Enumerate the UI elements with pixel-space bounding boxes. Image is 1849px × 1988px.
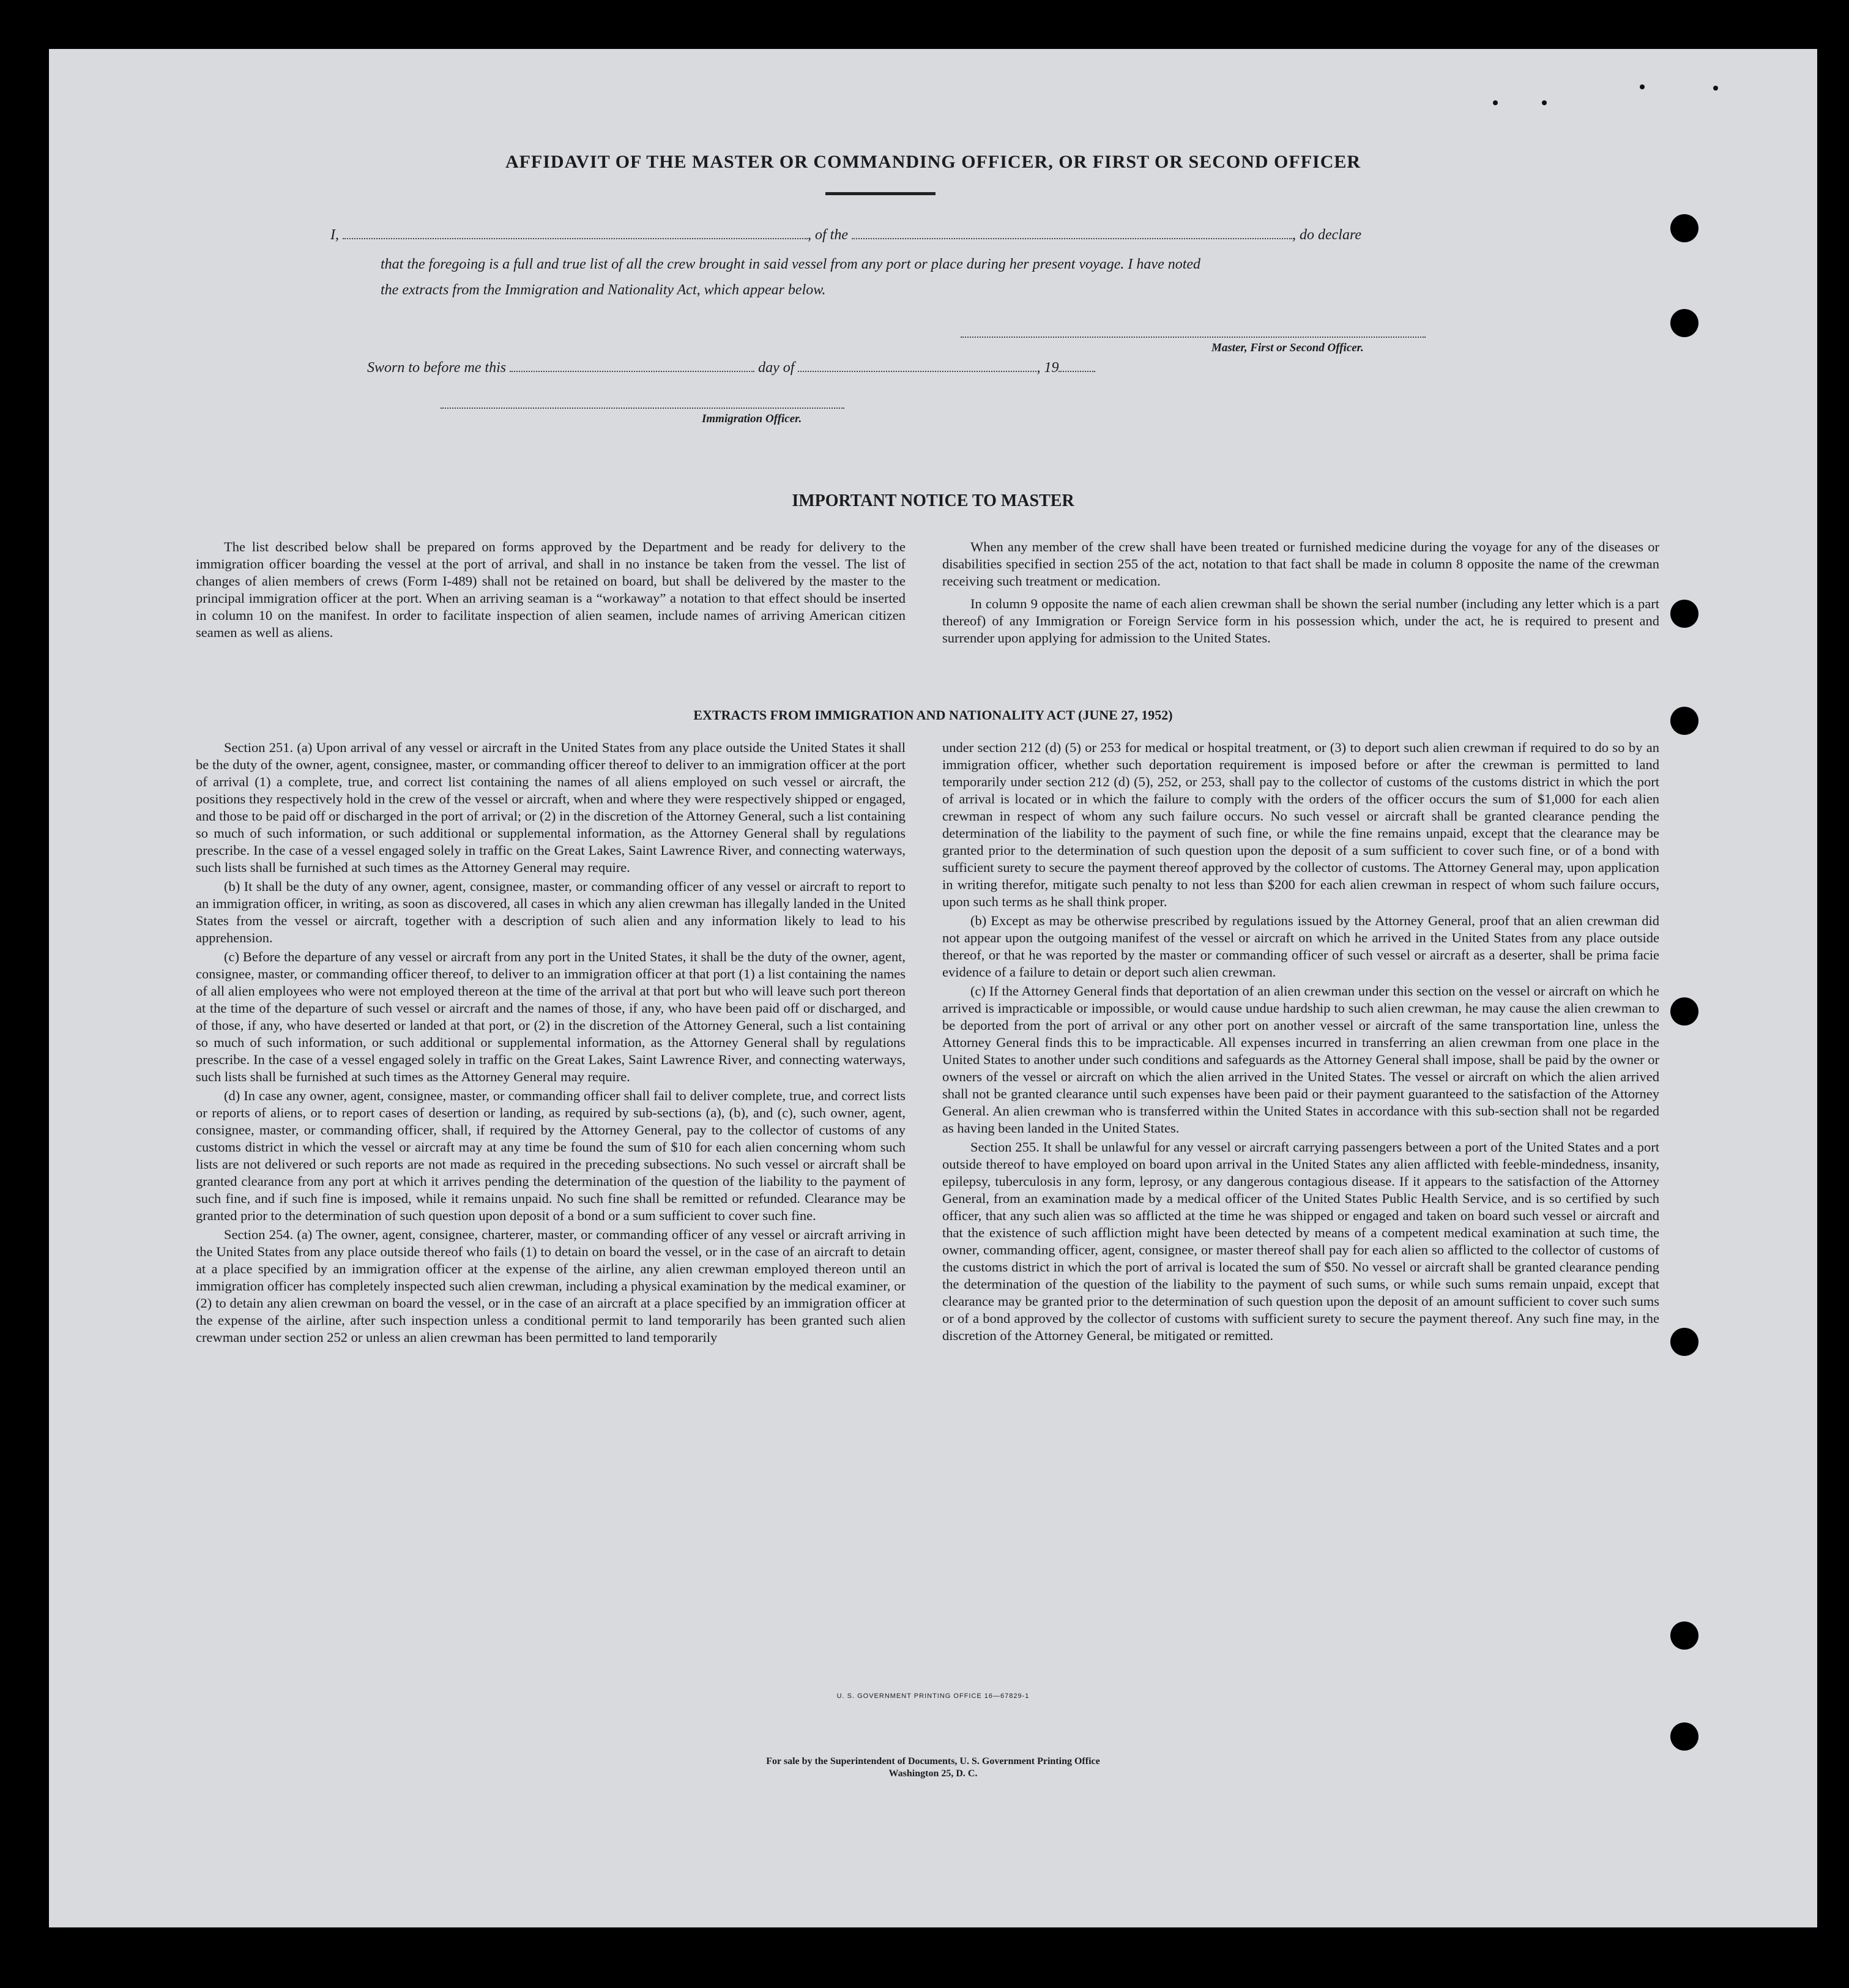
- notice-paragraph: The list described below shall be prepared on forms approved by the Department and be ready for delivery to the immigration officer boarding the vessel at the port of arrival, and shall in no instance be taken from the vessel. The list of changes of alien members of crews (Form I-489) shall not be retained on board, but shall be delivered by the master to the principal immigration officer at the port. When an arriving seaman is a “workaway” a notation to that effect should be inserted in column 10 on the manifest. In order to facilitate inspection of alien seamen, include names of arriving American citizen seamen as well as aliens.: [196, 539, 906, 640]
- section-paragraph: (d) In case any owner, agent, consignee, master, or commanding officer shall fail to deliver complete, true, and correct lists or reports of aliens, or to report cases of desertion or landing, as required by sub-sections (a), (b), and (c), such owner, agent, consignee, master, or commanding officer, shall, if required by the Attorney General, pay to the collector of customs of any customs district in which the vessel or aircraft may at any time be found the sum of $10 for each alien concerning whom such lists are not delivered or such reports are not made as required in the preceding subsections. No such vessel or aircraft shall be granted clearance from any port at which it arrives pending the determination of the question of the liability to the payment of such fine, and if such fine is imposed, while it remains unpaid. No such fine shall be remitted or refunded. Clearance may be granted prior to the determination of such question upon deposit of a bond or a sum sufficient to cover such fine.: [196, 1088, 906, 1223]
- i-label: I,: [330, 227, 339, 243]
- punch-hole-7: [1670, 1621, 1698, 1650]
- title-rule: [825, 192, 936, 195]
- extracts-right-column: [942, 739, 1659, 1346]
- document-page: [49, 49, 1817, 1927]
- affidavit-title: AFFIDAVIT OF THE MASTER OR COMMANDING OFFICER, OR FIRST OR SECOND OFFICER: [505, 152, 1361, 172]
- name-blank: [343, 228, 808, 239]
- declaration-line-3: the extracts from the Immigration and Nationality Act, which appear below.: [381, 282, 826, 298]
- punch-hole-3: [1670, 600, 1698, 628]
- officer-signature-line: [441, 408, 844, 409]
- year-label: , 19: [1036, 360, 1059, 376]
- notice-paragraph: When any member of the crew shall have been treated or furnished medicine during the voyage for any of the diseases or disabilities specified in section 255 of the act, notation to that fact shall be made in column 8 opposite the name of the crewman receiving such treatment or medication.: [942, 539, 1659, 589]
- section-paragraph: (b) It shall be the duty of any owner, agent, consignee, master, or commanding officer of any vessel or aircraft to report to an immigration officer, in writing, as soon as discovered, all cases in which any alien crewman has illegally landed in the United States from the vessel or aircraft, together with a description of such alien and any information likely to lead to his apprehension.: [196, 879, 906, 945]
- sworn-month-blank: [798, 361, 1036, 372]
- section-paragraph: Section 251. (a) Upon arrival of any vessel or aircraft in the United States from any place outside the United States it shall be the duty of the owner, agent, consignee, master, or commanding officer thereof to deliver to an immigration officer at the port of arrival (1) a complete, true, and correct list containing the names of all aliens employed on such vessel or aircraft, the positions they respectively hold in the crew of the vessel or aircraft, when and where they were respectively shipped or engaged, and those to be paid off or discharged in the port of arrival; or (2) in the discretion of the Attorney General, such a list containing so much of such information, or such additional or supplemental information, as the Attorney General shall by regulations prescribe. In the case of a vessel engaged solely in traffic on the Great Lakes, Saint Lawrence River, and connecting waterways, such lists shall be furnished at such times as the Attorney General may require.: [196, 740, 906, 875]
- gpo-imprint: U. S. GOVERNMENT PRINTING OFFICE 16—67829-1: [836, 1692, 1030, 1700]
- vessel-blank: [852, 228, 1292, 239]
- punch-hole-1: [1670, 214, 1698, 242]
- notice-right-column: [942, 538, 1659, 649]
- punch-hole-6: [1670, 1328, 1698, 1356]
- extracts-left-column: [196, 739, 906, 1348]
- sworn-day-blank: [510, 361, 754, 372]
- section-paragraph: Section 254. (a) The owner, agent, consignee, charterer, master, or commanding officer of any vessel or aircraft arriving in the United States from any place outside thereof who fails (1) to detain on board the vessel, or in the case of an aircraft to detain at a place specified by an immigration officer at the expense of the airline, any alien crewman employed thereon until an immigration officer has completely inspected such alien crewman, including a physical examination by the medical examiner, or (2) to detain any alien crewman on board the vessel, or in the case of an aircraft at a place specified by an immigration officer at the expense of the airline, after such inspection unless a conditional permit to land temporarily has been granted such alien crewman under section 252 or unless an alien crewman has been permitted to land temporarily: [196, 1227, 906, 1345]
- speck-1: [1493, 100, 1498, 105]
- sworn-line: [367, 360, 1095, 376]
- section-paragraph: Section 255. It shall be unlawful for any vessel or aircraft carrying passengers between a port of the United States and a port outside thereof to have employed on board upon arrival in the United States any alien afflicted with feeble-mindedness, insanity, epilepsy, tuberculosis in any form, leprosy, or any dangerous contagious disease. If it appears to the satisfaction of the Attorney General, from an examination made by a medical officer of the United States Public Health Service, and is so certified by such officer, that any such alien was so afflicted at the time he was shipped or engaged and taken on board such vessel or aircraft and that the existence of such affliction might have been detected by means of a competent medical examination at such time, the owner, commanding officer, agent, consignee, or master thereof shall pay for each alien so afflicted to the collector of customs of the customs district in which the port of arrival is located the sum of $50. No vessel or aircraft shall be granted clearance pending the determination of the question of the liability to the payment of such sums, or while such sums remain unpaid, except that clearance may be granted prior to the determination of such question upon the deposit of an amount sufficient to cover such sums or of a bond approved by the collector of customs with sufficient surety to secure the payment thereof. Any such fine may, in the discretion of the Attorney General, be mitigated or remitted.: [942, 1139, 1659, 1343]
- officer-signature-label: Immigration Officer.: [702, 412, 802, 425]
- speck-2: [1542, 100, 1547, 105]
- sworn-year-blank: [1058, 361, 1095, 372]
- of-the-label: , of the: [808, 227, 848, 243]
- do-declare-label: , do declare: [1292, 227, 1362, 243]
- master-signature-label: Master, First or Second Officer.: [1211, 341, 1364, 354]
- section-paragraph: (c) If the Attorney General finds that deportation of an alien crewman under this section on the vessel or aircraft on which he arrived is impracticable or impossible, or would cause undue hardship to such alien crewman, he may cause the alien crewman to be deported from the port of arrival or any other port on another vessel or aircraft of the same transportation line, unless the Attorney General finds this to be impracticable. All expenses incurred in transferring an alien crewman from one place in the United States to another under such conditions and safeguards as the Attorney General shall impose, shall be paid by the owner or owners of the vessel or aircraft on which the alien arrived in the United States. The vessel or aircraft on which the alien arrived shall not be granted clearance until such expenses have been paid or their payment guaranteed to the satisfaction of the Attorney General. An alien crewman who is transferred within the United States in accordance with this sub-section shall not be regarded as having been landed in the United States.: [942, 983, 1659, 1136]
- notice-title: IMPORTANT NOTICE TO MASTER: [792, 491, 1074, 510]
- sale-line-2: Washington 25, D. C.: [888, 1768, 978, 1779]
- declaration-line-1: [330, 220, 1505, 250]
- sale-line-1: For sale by the Superintendent of Documents, U. S. Government Printing Office: [766, 1756, 1100, 1766]
- extracts-title: EXTRACTS FROM IMMIGRATION AND NATIONALITY ACT (JUNE 27, 1952): [693, 707, 1173, 723]
- punch-hole-2: [1670, 309, 1698, 337]
- declaration-block: [330, 220, 1505, 305]
- sworn-label: Sworn to before me this: [367, 360, 507, 376]
- master-signature-line: [961, 337, 1426, 338]
- speck-3: [1640, 84, 1645, 89]
- punch-hole-5: [1670, 997, 1698, 1026]
- section-paragraph: (b) Except as may be otherwise prescribed by regulations issued by the Attorney General, proof that an alien crewman did not appear upon the outgoing manifest of the vessel or aircraft on which he arrived in the United States from any place outside thereof, or that he was reported by the master or commanding officer of such vessel or aircraft as a deserter, shall be prima facie evidence of a failure to detain or deport such alien crewman.: [942, 913, 1659, 980]
- section-continuation: under section 212 (d) (5) or 253 for medical or hospital treatment, or (3) to deport such alien crewman if required to do so by an immigration officer, whether such deportation requirement is imposed before or after the crewman is permitted to land temporarily under section 212 (d) (5), 252, or 253, shall pay to the collector of customs of the customs district in which the port of arrival is located or in which the failure to comply with the orders of the officer occurs the sum of $1,000 for each alien crewman in respect of whom any such failure occurs. No such vessel or aircraft shall be granted clearance pending the determination of the liability to the payment of such fine, or while the fine remains unpaid, except that the clearance may be granted prior to the determination of such question upon the deposit of a sum sufficient to cover such fine, or of a bond with sufficient surety to secure the payment thereof approved by the collector of customs. The Attorney General may, upon application in writing therefor, mitigate such penalty to not less than $200 for each alien crewman in respect of whom such failure occurs, upon such terms as he shall think proper.: [942, 740, 1659, 909]
- notice-paragraph: In column 9 opposite the name of each alien crewman shall be shown the serial number (including any letter which is a part thereof) of any Immigration or Foreign Service form in his possession which, under the act, he is required to present and surrender upon applying for admission to the United States.: [942, 596, 1659, 646]
- day-of-label: day of: [758, 360, 795, 376]
- sale-notice: [49, 1755, 1817, 1780]
- declaration-line-2: that the foregoing is a full and true list of all the crew brought in said vessel from any port or place during her present voyage. I have noted: [381, 256, 1201, 272]
- section-paragraph: (c) Before the departure of any vessel or aircraft from any port in the United States, it shall be the duty of the owner, agent, consignee, master, or commanding officer thereof, to deliver to an immigration officer at that port (1) a list containing the names of all alien employees who were not employed thereon at the time of the arrival at that port but who will leave such port thereon at the time of the departure of such vessel or aircraft and the names of those, if any, who have been paid off or discharged, and of those, if any, who have deserted or landed at that port, or (2) in the discretion of the Attorney General, such a list containing so much of such information, or such additional or supplemental information, as the Attorney General shall by regulations prescribe. In the case of a vessel engaged solely in traffic on the Great Lakes, Saint Lawrence River, and connecting waterways, such lists shall be furnished at such times as the Attorney General may require.: [196, 949, 906, 1084]
- speck-4: [1713, 86, 1718, 91]
- punch-hole-8: [1670, 1722, 1698, 1751]
- notice-left-column: [196, 538, 906, 643]
